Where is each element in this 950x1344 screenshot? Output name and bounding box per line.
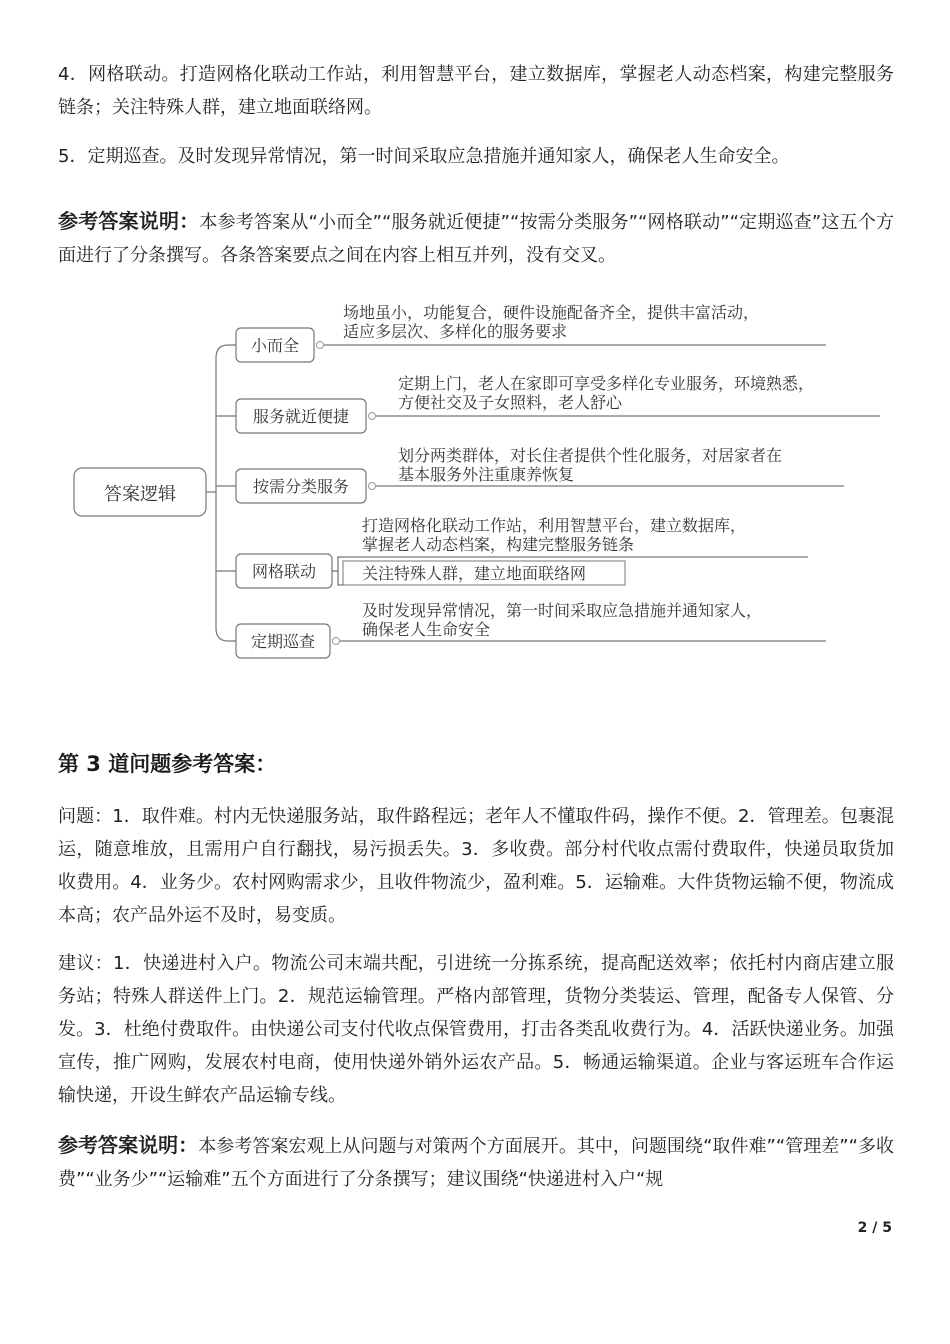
mindmap-node-label: 小而全: [250, 336, 300, 355]
mindmap-connector: [338, 571, 343, 585]
mindmap-detail-line: 确保老人生命安全: [362, 620, 491, 639]
mindmap-node-label: 定期巡查: [250, 632, 316, 651]
answer-note-1: [58, 205, 894, 272]
answer-note-label: 参考答案说明：: [58, 1133, 199, 1157]
mindmap-detail-line: 定期上门，老人在家即可享受多样化专业服务，环境熟悉，: [398, 374, 815, 393]
answer-note-label: 参考答案说明：: [58, 209, 200, 233]
mindmap-detail-line: 场地虽小，功能复合，硬件设施配备齐全，提供丰富活动，: [343, 303, 760, 322]
mindmap-detail-line: 打造网格化联动工作站，利用智慧平台，建立数据库，: [362, 516, 747, 535]
mindmap-detail-line: 基本服务外注重康养恢复: [398, 465, 575, 484]
suggestions-paragraph: 建议：1．快递进村入户。物流公司末端共配，引进统一分拣系统，提高配送效率；依托村内商店建立服务站；特殊人群送件上门。2．规范运输管理。严格内部管理，货物分类装运、管理，配备专人保管、分发。3．杜绝付费取件。由快递公司支付代收点保管费用，打击各类乱收费行为。4．活跃快递业务。加强宣传，推广网购，发展农村电商，使用快递外销外运农产品。5．畅通运输渠道。企业与客运班车合作运输快递，开设生鲜农产品运输专线。: [58, 953, 894, 1106]
mindmap-node-dot: [369, 483, 376, 490]
paragraph-item-5: 5．定期巡查。及时发现异常情况，第一时间采取应急措施并通知家人，确保老人生命安全。: [58, 146, 790, 167]
mindmap-node-label: 网格联动: [251, 562, 317, 581]
mindmap-detail-line: 划分两类群体，对长住者提供个性化服务，对居家者在: [398, 446, 783, 465]
mindmap-detail-line: 及时发现异常情况，第一时间采取应急措施并通知家人，: [362, 601, 763, 620]
mindmap-node-label: 按需分类服务: [252, 477, 350, 496]
mindmap-connector: [216, 345, 236, 358]
answer-note-text: 本参考答案从“小而全”“服务就近便捷”“按需分类服务”“网格联动”“定期巡查”这五个方面进行了分条撰写。各条答案要点之间在内容上相互并列，没有交叉。: [58, 212, 895, 266]
paragraph-item-4: 4．网格联动。打造网格化联动工作站，利用智慧平台，建立数据库，掌握老人动态档案，构建完整服务链条；关注特殊人群，建立地面联络网。: [58, 64, 894, 118]
mindmap-detail-line: 适应多层次、多样化的服务要求: [343, 322, 568, 341]
page-number: 2 / 5: [857, 1220, 892, 1236]
answer-note-text: 本参考答案宏观上从问题与对策两个方面展开。其中，问题围绕“取件难”“管理差”“多收费”“业务少”“运输难”五个方面进行了分条撰写；建议围绕“快递进村入户“规: [58, 1136, 895, 1190]
mindmap-node-dot: [317, 342, 324, 349]
mindmap-node-dot: [369, 413, 376, 420]
section-heading-q3: 第 3 道问题参考答案：: [58, 752, 277, 776]
mindmap-root-label: 答案逻辑: [104, 484, 176, 505]
mindmap-node-dot: [333, 638, 340, 645]
mindmap-node-label: 服务就近便捷: [252, 407, 350, 426]
mindmap: [0, 290, 950, 690]
mindmap-detail-line: 掌握老人动态档案，构建完整服务链条: [362, 535, 635, 554]
answer-note-2: [58, 1129, 894, 1196]
mindmap-subnode-label: 关注特殊人群，建立地面联络网: [362, 564, 587, 583]
mindmap-connector: [216, 628, 236, 641]
problems-paragraph: 问题：1．取件难。村内无快递服务站，取件路程远；老年人不懂取件码，操作不便。2．管理差。包裹混运，随意堆放，且需用户自行翻找，易污损丢失。3．多收费。部分村代收点需付费取件，快递员取货加收费用。4．业务少。农村网购需求少，且收件物流少，盈利难。5．运输难。大件货物运输不便，物流成本高；农产品外运不及时，易变质。: [58, 806, 894, 926]
mindmap-detail-line: 方便社交及子女照料，老人舒心: [398, 393, 623, 412]
